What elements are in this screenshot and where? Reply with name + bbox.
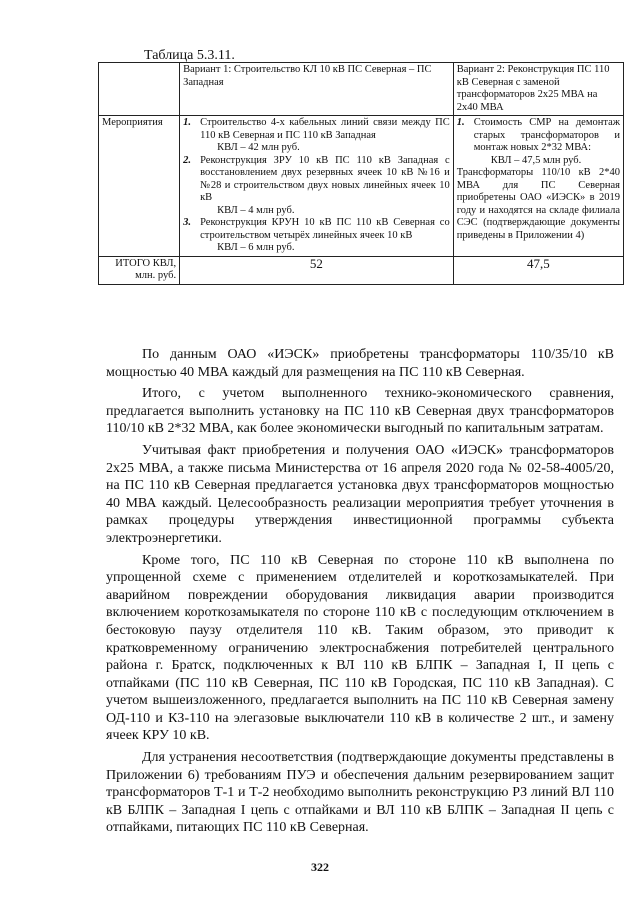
paragraph: Учитывая факт приобретения и получения ОАО «ИЭСК» трансформаторов 2х25 МВА, а также письма Министерства от 16 апреля 2020 года № 02-58-4005/20, на ПС 110 кВ Северная предлагается установка двух трансформаторов мощностью 40 МВА каждый. Целесообразность реализации мероприятия требует уточнения в рамках процедуры утверждения инвестиционной программы субъекта электроэнергетики. <box>106 442 614 546</box>
variant1-item <box>183 217 450 255</box>
variant1-measures <box>180 116 454 257</box>
measures-row <box>99 116 624 257</box>
total-variant1: 52 <box>180 256 454 284</box>
item-cost: КВЛ – 47,5 млн руб. <box>490 154 582 166</box>
header-variant2: Вариант 2: Реконструкция ПС 110 кВ Северная с заменой трансформаторов 2х25 МВА на 2х40 МВА <box>453 63 623 116</box>
item-text: Реконструкция КРУН 10 кВ ПС 110 кВ Северная со строительством четырёх линейных ячеек 10 кВ <box>200 217 450 241</box>
header-empty-cell <box>99 63 180 116</box>
totals-label: ИТОГО КВЛ, млн. руб. <box>99 256 180 284</box>
variant2-item <box>457 117 620 167</box>
measures-label: Мероприятия <box>99 116 180 257</box>
item-number: 1. <box>456 117 465 128</box>
item-number: 3. <box>183 217 191 228</box>
item-text: Стоимость СМР на демонтаж старых трансформаторов и монтаж новых 2*32 МВА: <box>473 117 620 153</box>
item-number: 2. <box>183 154 191 166</box>
item-text: Строительство 4-х кабельных линий связи между ПС 110 кВ Северная и ПС 110 кВ Западная <box>200 117 450 141</box>
item-cost: КВЛ – 42 млн руб. <box>217 142 300 153</box>
table-header-row <box>99 63 624 116</box>
variant1-item <box>183 155 450 218</box>
table-caption: Таблица 5.3.11. <box>144 48 235 63</box>
paragraph: По данным ОАО «ИЭСК» приобретены трансформаторы 110/35/10 кВ мощностью 40 МВА каждый для размещения на ПС 110 кВ Северная. <box>106 347 614 380</box>
paragraph: Для устранения несоответствия (подтверждающие документы представлены в Приложении 6) требованиям ПУЭ и обеспечения дальним резервированием защит трансформаторов Т-1 и Т-2 необходимо выполнить реконструкцию РЗ линий ВЛ 110 кВ БЛПК – Западная I цепь с отпайками и ВЛ 110 кВ БЛПК – Западная II цепь с отпайками, питающих ПС 110 кВ Северная. <box>106 750 614 836</box>
item-text: Реконструкция ЗРУ 10 кВ ПС 110 кВ Западная с восстановлением двух резервных ячеек 10 кВ №16 и №28 и строительством двух новых линейных ячеек 10 кВ <box>200 154 450 203</box>
totals-row <box>99 256 624 284</box>
total-variant2: 47,5 <box>453 256 623 284</box>
paragraph: Кроме того, ПС 110 кВ Северная по стороне 110 кВ выполнена по упрощенной схеме с применением отделителей и короткозамыкателей. При аварийном повреждении оборудования ликвидация аварии производится включением короткозамыкателя по стороне 110 кВ с последующим отключением в бестоковую паузу отделителя 110 кВ. Таким образом, это приводит к кратковременному ограничению электроснабжения потребителей центрального района г. Братск, подключенных к ВЛ 110 кВ БЛПК – Западная I, II цепь с отпайками (ПС 110 кВ Северная, ПС 110 кВ Городская, ПС 110 кВ Западная). С учетом вышеизложенного, предлагается выполнить на ПС 110 кВ Северная замену ОД-110 и КЗ-110 на элегазовые выключатели 110 кВ в количестве 2 шт., и замену ячеек КРУ 10 кВ. <box>106 552 614 744</box>
item-cost: КВЛ – 4 млн руб. <box>217 204 295 216</box>
variant2-note: Трансформаторы 110/10 кВ 2*40 МВА для ПС Северная приобретены ОАО «ИЭСК» в 2019 году и находятся на складе филиала СЭС (подтверждающие документы приведены в Приложении 4) <box>456 167 620 241</box>
header-variant1: Вариант 1: Строительство КЛ 10 кВ ПС Северная – ПС Западная <box>180 63 454 116</box>
item-cost: КВЛ – 6 млн руб. <box>217 242 295 253</box>
page-number: 322 <box>311 860 329 874</box>
comparison-table <box>98 62 624 285</box>
variant1-item <box>183 117 450 155</box>
variant2-measures <box>453 116 623 257</box>
paragraph: Итого, с учетом выполненного технико-экономического сравнения, предлагается выполнить установку на ПС 110 кВ Северная двух трансформаторов 110/10 кВ 2*32 МВА, как более экономически выгодный по капитальным затратам. <box>106 386 614 437</box>
body-text <box>106 346 614 841</box>
item-number: 1. <box>183 117 191 128</box>
